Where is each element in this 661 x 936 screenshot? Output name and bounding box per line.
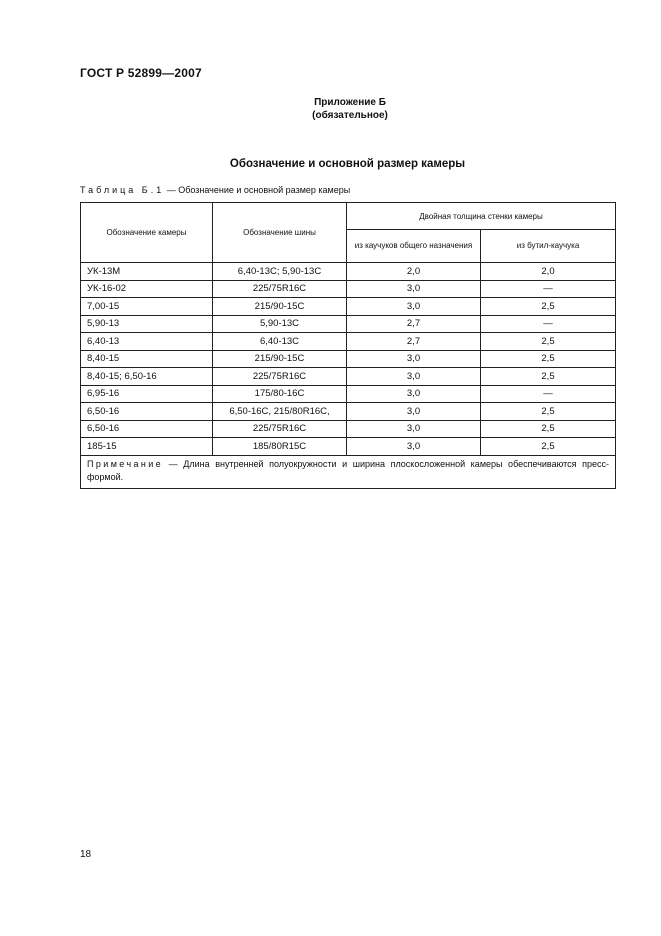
table-note [81,455,616,488]
cell-tire: 215/90-15С [213,298,347,316]
table-caption-label: Таблица Б.1 [80,185,165,195]
note-text: Длина внутренней полуокружности и ширина плоскосложенной камеры обеспечиваются пресс-формой. [87,458,610,482]
table-row [81,438,616,456]
cell-butyl: — [481,280,616,298]
table-note-row [81,455,616,488]
cell-chamber: 5,90-13 [81,315,213,333]
cell-tire: 5,90-13С [213,315,347,333]
cell-chamber: 6,95-16 [81,385,213,403]
cell-butyl: 2,5 [481,420,616,438]
cell-chamber: 6,50-16 [81,403,213,421]
cell-butyl: 2,5 [481,368,616,386]
chamber-size-table [80,202,616,489]
cell-tire: 225/75R16С [213,368,347,386]
cell-chamber: 185-15 [81,438,213,456]
table-row [81,263,616,281]
table-caption-separator: — [164,185,179,195]
cell-tire: 215/90-15С [213,350,347,368]
cell-chamber: УК-16-02 [81,280,213,298]
cell-general: 3,0 [347,368,481,386]
cell-general: 2,7 [347,333,481,351]
cell-general: 3,0 [347,403,481,421]
cell-tire: 175/80-16С [213,385,347,403]
table-row [81,280,616,298]
appendix-heading [0,96,661,122]
cell-chamber: 6,50-16 [81,420,213,438]
appendix-status: (обязательное) [312,110,388,121]
page-number: 18 [80,849,92,860]
appendix-title: Приложение Б [314,97,386,108]
cell-general: 2,0 [347,263,481,281]
table-caption-text: Обозначение и основной размер камеры [178,185,351,195]
table-row [81,420,616,438]
header-butyl-rubber: из бутил-каучука [481,230,616,263]
cell-butyl: 2,5 [481,438,616,456]
section-title: Обозначение и основной размер камеры [229,158,466,170]
cell-chamber: УК-13М [81,263,213,281]
cell-general: 3,0 [347,385,481,403]
cell-butyl: — [481,315,616,333]
cell-tire: 225/75R16С [213,280,347,298]
table-row [81,298,616,316]
header-general-rubber: из каучуков общего назначения [347,230,481,263]
cell-butyl: 2,5 [481,403,616,421]
table-row [81,350,616,368]
cell-general: 3,0 [347,438,481,456]
cell-tire: 6,50-16С, 215/80R16С, [213,403,347,421]
header-tire: Обозначение шины [213,203,347,263]
cell-general: 3,0 [347,350,481,368]
table-row [81,315,616,333]
table-caption [80,185,350,195]
cell-butyl: 2,5 [481,333,616,351]
cell-tire: 6,40-13С [213,333,347,351]
note-separator: — [163,458,184,469]
cell-tire: 6,40-13С; 5,90-13С [213,263,347,281]
cell-butyl: 2,5 [481,350,616,368]
document-standard-number: ГОСТ Р 52899—2007 [80,66,202,80]
cell-general: 3,0 [347,280,481,298]
header-wall-thickness: Двойная толщина стенки камеры [347,203,616,230]
cell-butyl: 2,5 [481,298,616,316]
table-row [81,403,616,421]
cell-butyl: 2,0 [481,263,616,281]
cell-chamber: 8,40-15; 6,50-16 [81,368,213,386]
table-row [81,333,616,351]
note-label: Примечание [87,458,164,469]
cell-tire: 185/80R15С [213,438,347,456]
cell-general: 3,0 [347,298,481,316]
cell-tire: 225/75R16С [213,420,347,438]
table-row [81,385,616,403]
cell-general: 3,0 [347,420,481,438]
table-row [81,368,616,386]
cell-general: 2,7 [347,315,481,333]
header-chamber: Обозначение камеры [81,203,213,263]
cell-chamber: 8,40-15 [81,350,213,368]
cell-chamber: 7,00-15 [81,298,213,316]
cell-chamber: 6,40-13 [81,333,213,351]
cell-butyl: — [481,385,616,403]
